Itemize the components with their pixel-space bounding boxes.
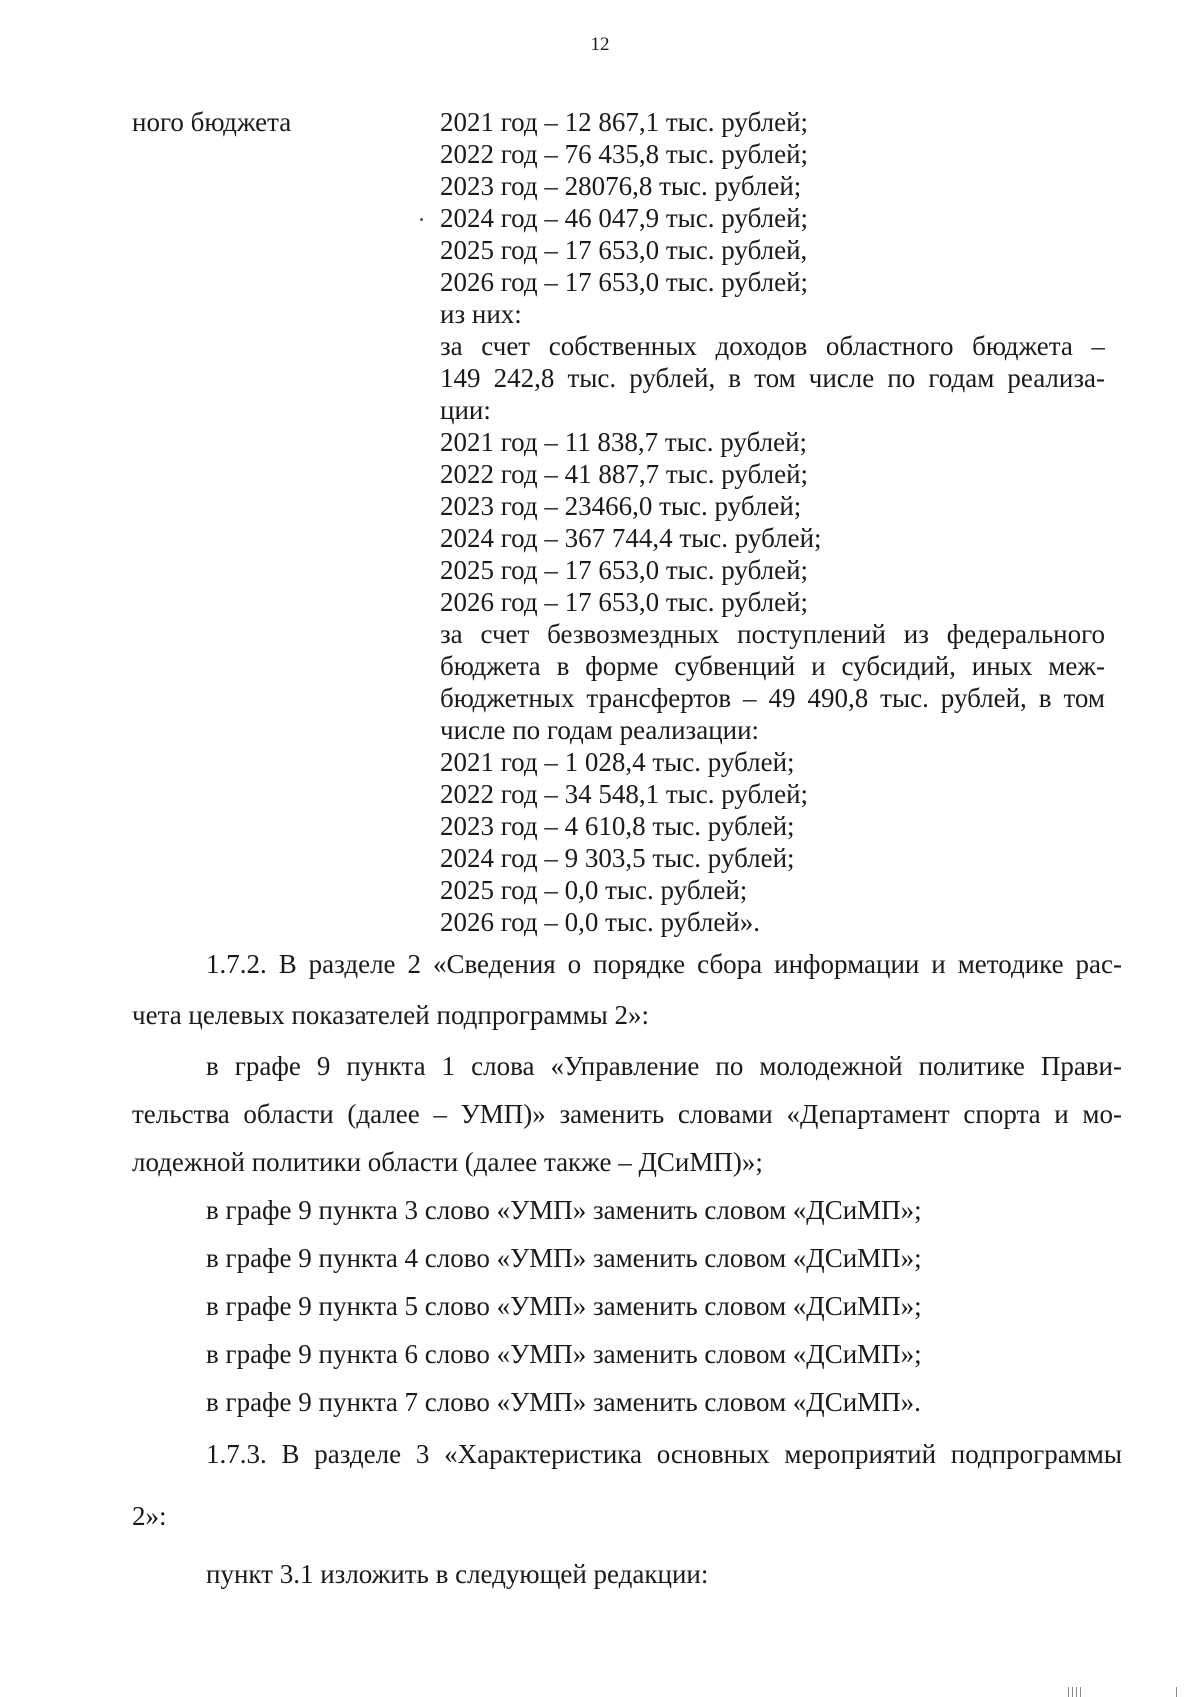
funding-line: 2021 год – 1 028,4 тыс. рублей; bbox=[440, 747, 795, 777]
instruction-line: в графе 9 пункта 4 слово «УМП» заменить словом «ДСиМП»; bbox=[206, 1243, 922, 1273]
funding-line: 2025 год – 17 653,0 тыс. рублей, bbox=[440, 235, 808, 265]
funding-line: за счет безвозмездных поступлений из федерального bbox=[440, 619, 1105, 649]
funding-line: 2025 год – 17 653,0 тыс. рублей; bbox=[440, 555, 809, 585]
paragraph-1-7-2-line: 1.7.2. В разделе 2 «Сведения о порядке сбора информации и методике рас- bbox=[206, 949, 1122, 979]
funding-line: ции: bbox=[440, 395, 491, 425]
funding-line: 2022 год – 34 548,1 тыс. рублей; bbox=[440, 779, 809, 809]
scan-edge-mark bbox=[1072, 1687, 1073, 1697]
instruction-line: в графе 9 пункта 7 слово «УМП» заменить словом «ДСиМП». bbox=[206, 1387, 921, 1417]
funding-line: 2026 год – 0,0 тыс. рублей». bbox=[440, 907, 761, 937]
scan-edge-mark bbox=[1080, 1687, 1081, 1697]
funding-line: 2026 год – 17 653,0 тыс. рублей; bbox=[440, 587, 809, 617]
funding-line: числе по годам реализации: bbox=[440, 715, 760, 745]
instruction-line: в графе 9 пункта 3 слово «УМП» заменить словом «ДСиМП»; bbox=[206, 1195, 922, 1225]
funding-line: 2023 год – 23466,0 тыс. рублей; bbox=[440, 491, 802, 521]
funding-line: 2025 год – 0,0 тыс. рублей; bbox=[440, 875, 748, 905]
funding-line: 2024 год – 367 744,4 тыс. рублей; bbox=[440, 523, 822, 553]
scan-edge-mark bbox=[1176, 1687, 1177, 1697]
funding-line: бюджетных трансфертов – 49 490,8 тыс. рублей, в том bbox=[440, 683, 1105, 713]
funding-breakdown bbox=[440, 106, 1105, 938]
scan-speck bbox=[420, 218, 423, 221]
funding-line: за счет собственных доходов областного бюджета – bbox=[440, 331, 1105, 361]
funding-line: 2021 год – 11 838,7 тыс. рублей; bbox=[440, 427, 808, 457]
funding-line: 2021 год – 12 867,1 тыс. рублей; bbox=[440, 107, 809, 137]
instruction-line: в графе 9 пункта 1 слова «Управление по молодежной политике Прави- bbox=[206, 1051, 1122, 1081]
left-column-label: ного бюджета bbox=[132, 107, 292, 137]
instruction-line: пункт 3.1 изложить в следующей редакции: bbox=[206, 1559, 709, 1589]
funding-line: 149 242,8 тыс. рублей, в том числе по годам реализа- bbox=[440, 363, 1105, 393]
funding-line: 2022 год – 76 435,8 тыс. рублей; bbox=[440, 139, 809, 169]
paragraph-1-7-3-line: 2»: bbox=[132, 1501, 167, 1531]
funding-line: 2026 год – 17 653,0 тыс. рублей; bbox=[440, 267, 809, 297]
funding-line: 2022 год – 41 887,7 тыс. рублей; bbox=[440, 459, 809, 489]
instruction-line: в графе 9 пункта 5 слово «УМП» заменить словом «ДСиМП»; bbox=[206, 1291, 922, 1321]
instruction-line: тельства области (далее – УМП)» заменить словами «Департамент спорта и мо- bbox=[132, 1099, 1122, 1129]
funding-line: 2023 год – 28076,8 тыс. рублей; bbox=[440, 171, 802, 201]
funding-line: 2024 год – 9 303,5 тыс. рублей; bbox=[440, 843, 795, 873]
page-number: 12 bbox=[590, 34, 610, 55]
paragraph-1-7-2-line: чета целевых показателей подпрограммы 2»: bbox=[132, 1000, 649, 1030]
scan-edge-mark bbox=[1076, 1687, 1077, 1697]
funding-line: из них: bbox=[440, 299, 522, 329]
instruction-line: в графе 9 пункта 6 слово «УМП» заменить словом «ДСиМП»; bbox=[206, 1339, 922, 1369]
scan-edge-mark bbox=[1068, 1687, 1069, 1697]
paragraph-1-7-3-line: 1.7.3. В разделе 3 «Характеристика основных мероприятий подпрограммы bbox=[206, 1439, 1122, 1469]
funding-line: 2023 год – 4 610,8 тыс. рублей; bbox=[440, 811, 795, 841]
funding-line: бюджета в форме субвенций и субсидий, иных меж- bbox=[440, 651, 1105, 681]
funding-line: 2024 год – 46 047,9 тыс. рублей; bbox=[440, 203, 809, 233]
instruction-line: лодежной политики области (далее также – ДСиМП)»; bbox=[132, 1147, 763, 1177]
